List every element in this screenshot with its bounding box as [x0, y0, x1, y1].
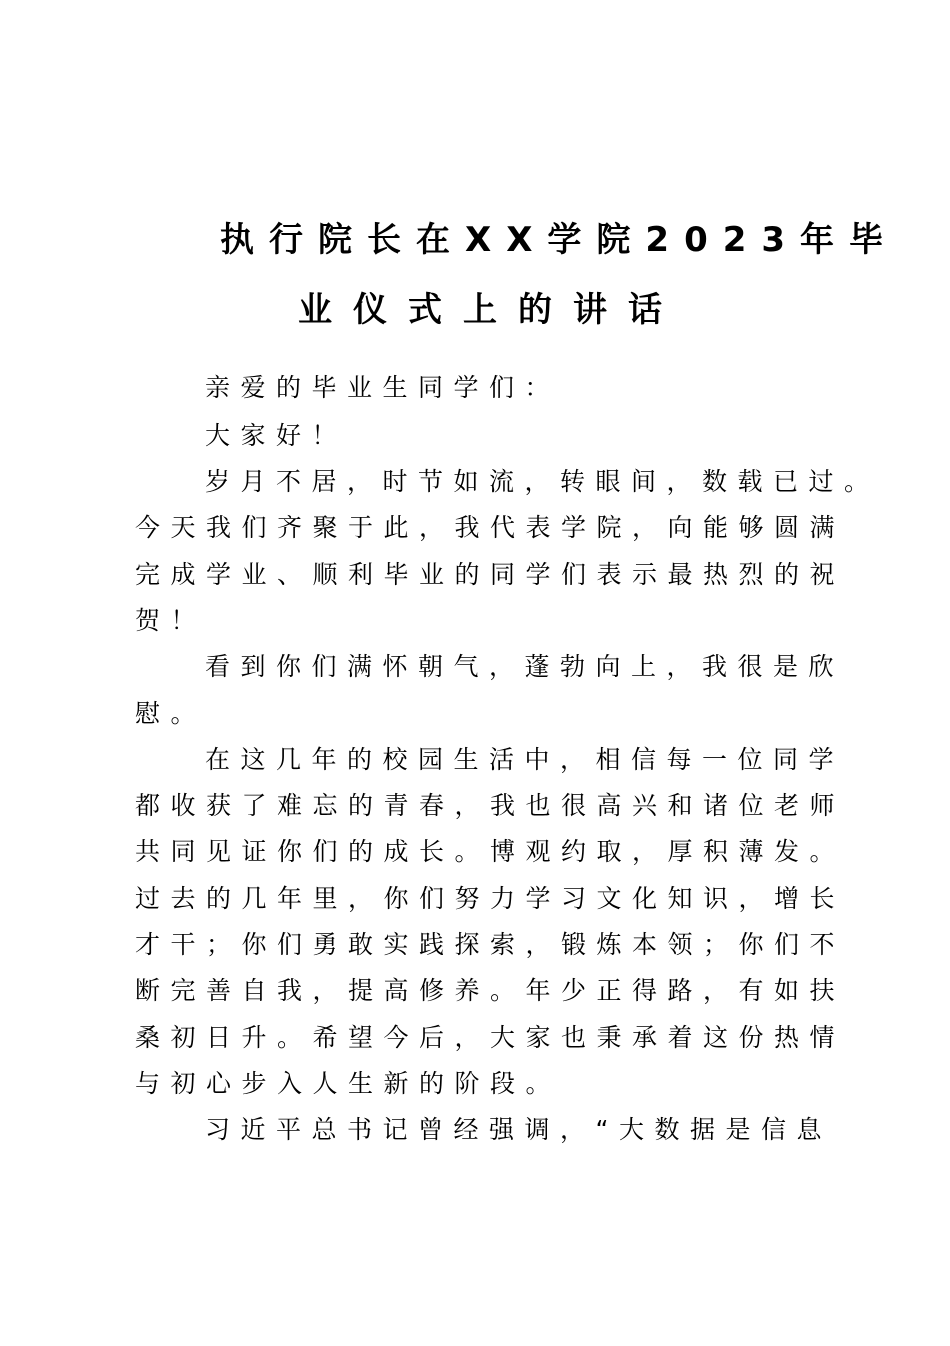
body-line: 与初心步入人生新的阶段。 [135, 1069, 562, 1098]
body-line: 共同见证你们的成长。博观约取，厚积薄发。 [135, 837, 846, 866]
greeting: 大家好！ [205, 421, 348, 450]
body-line: 贺！ [135, 606, 207, 635]
salutation: 亲爱的毕业生同学们： [205, 373, 561, 402]
body-line: 习近平总书记曾经强调，“大数据是信息 [205, 1115, 832, 1144]
body-line: 岁月不居，时节如流，转眼间，数载已过。 [205, 467, 880, 496]
body-line: 看到你们满怀朝气，蓬勃向上，我很是欣 [205, 652, 845, 681]
document-title-line-2: 业仪式上的讲话 [298, 290, 683, 330]
body-line: 完成学业、顺利毕业的同学们表示最热烈的祝 [135, 560, 846, 589]
body-line: 才干；你们勇敢实践探索，锻炼本领；你们不 [135, 930, 846, 959]
body-line: 在这几年的校园生活中，相信每一位同学 [205, 745, 845, 774]
body-line: 桑初日升。希望今后，大家也秉承着这份热情 [135, 1023, 846, 1052]
document-title-line-1: 执行院长在XX学院2023年毕 [220, 220, 899, 260]
body-line: 都收获了难忘的青春，我也很高兴和诸位老师 [135, 791, 846, 820]
body-line: 断完善自我，提高修养。年少正得路，有如扶 [135, 976, 846, 1005]
body-line: 过去的几年里，你们努力学习文化知识，增长 [135, 884, 846, 913]
body-line: 慰。 [135, 699, 207, 728]
body-line: 今天我们齐聚于此，我代表学院，向能够圆满 [135, 513, 846, 542]
